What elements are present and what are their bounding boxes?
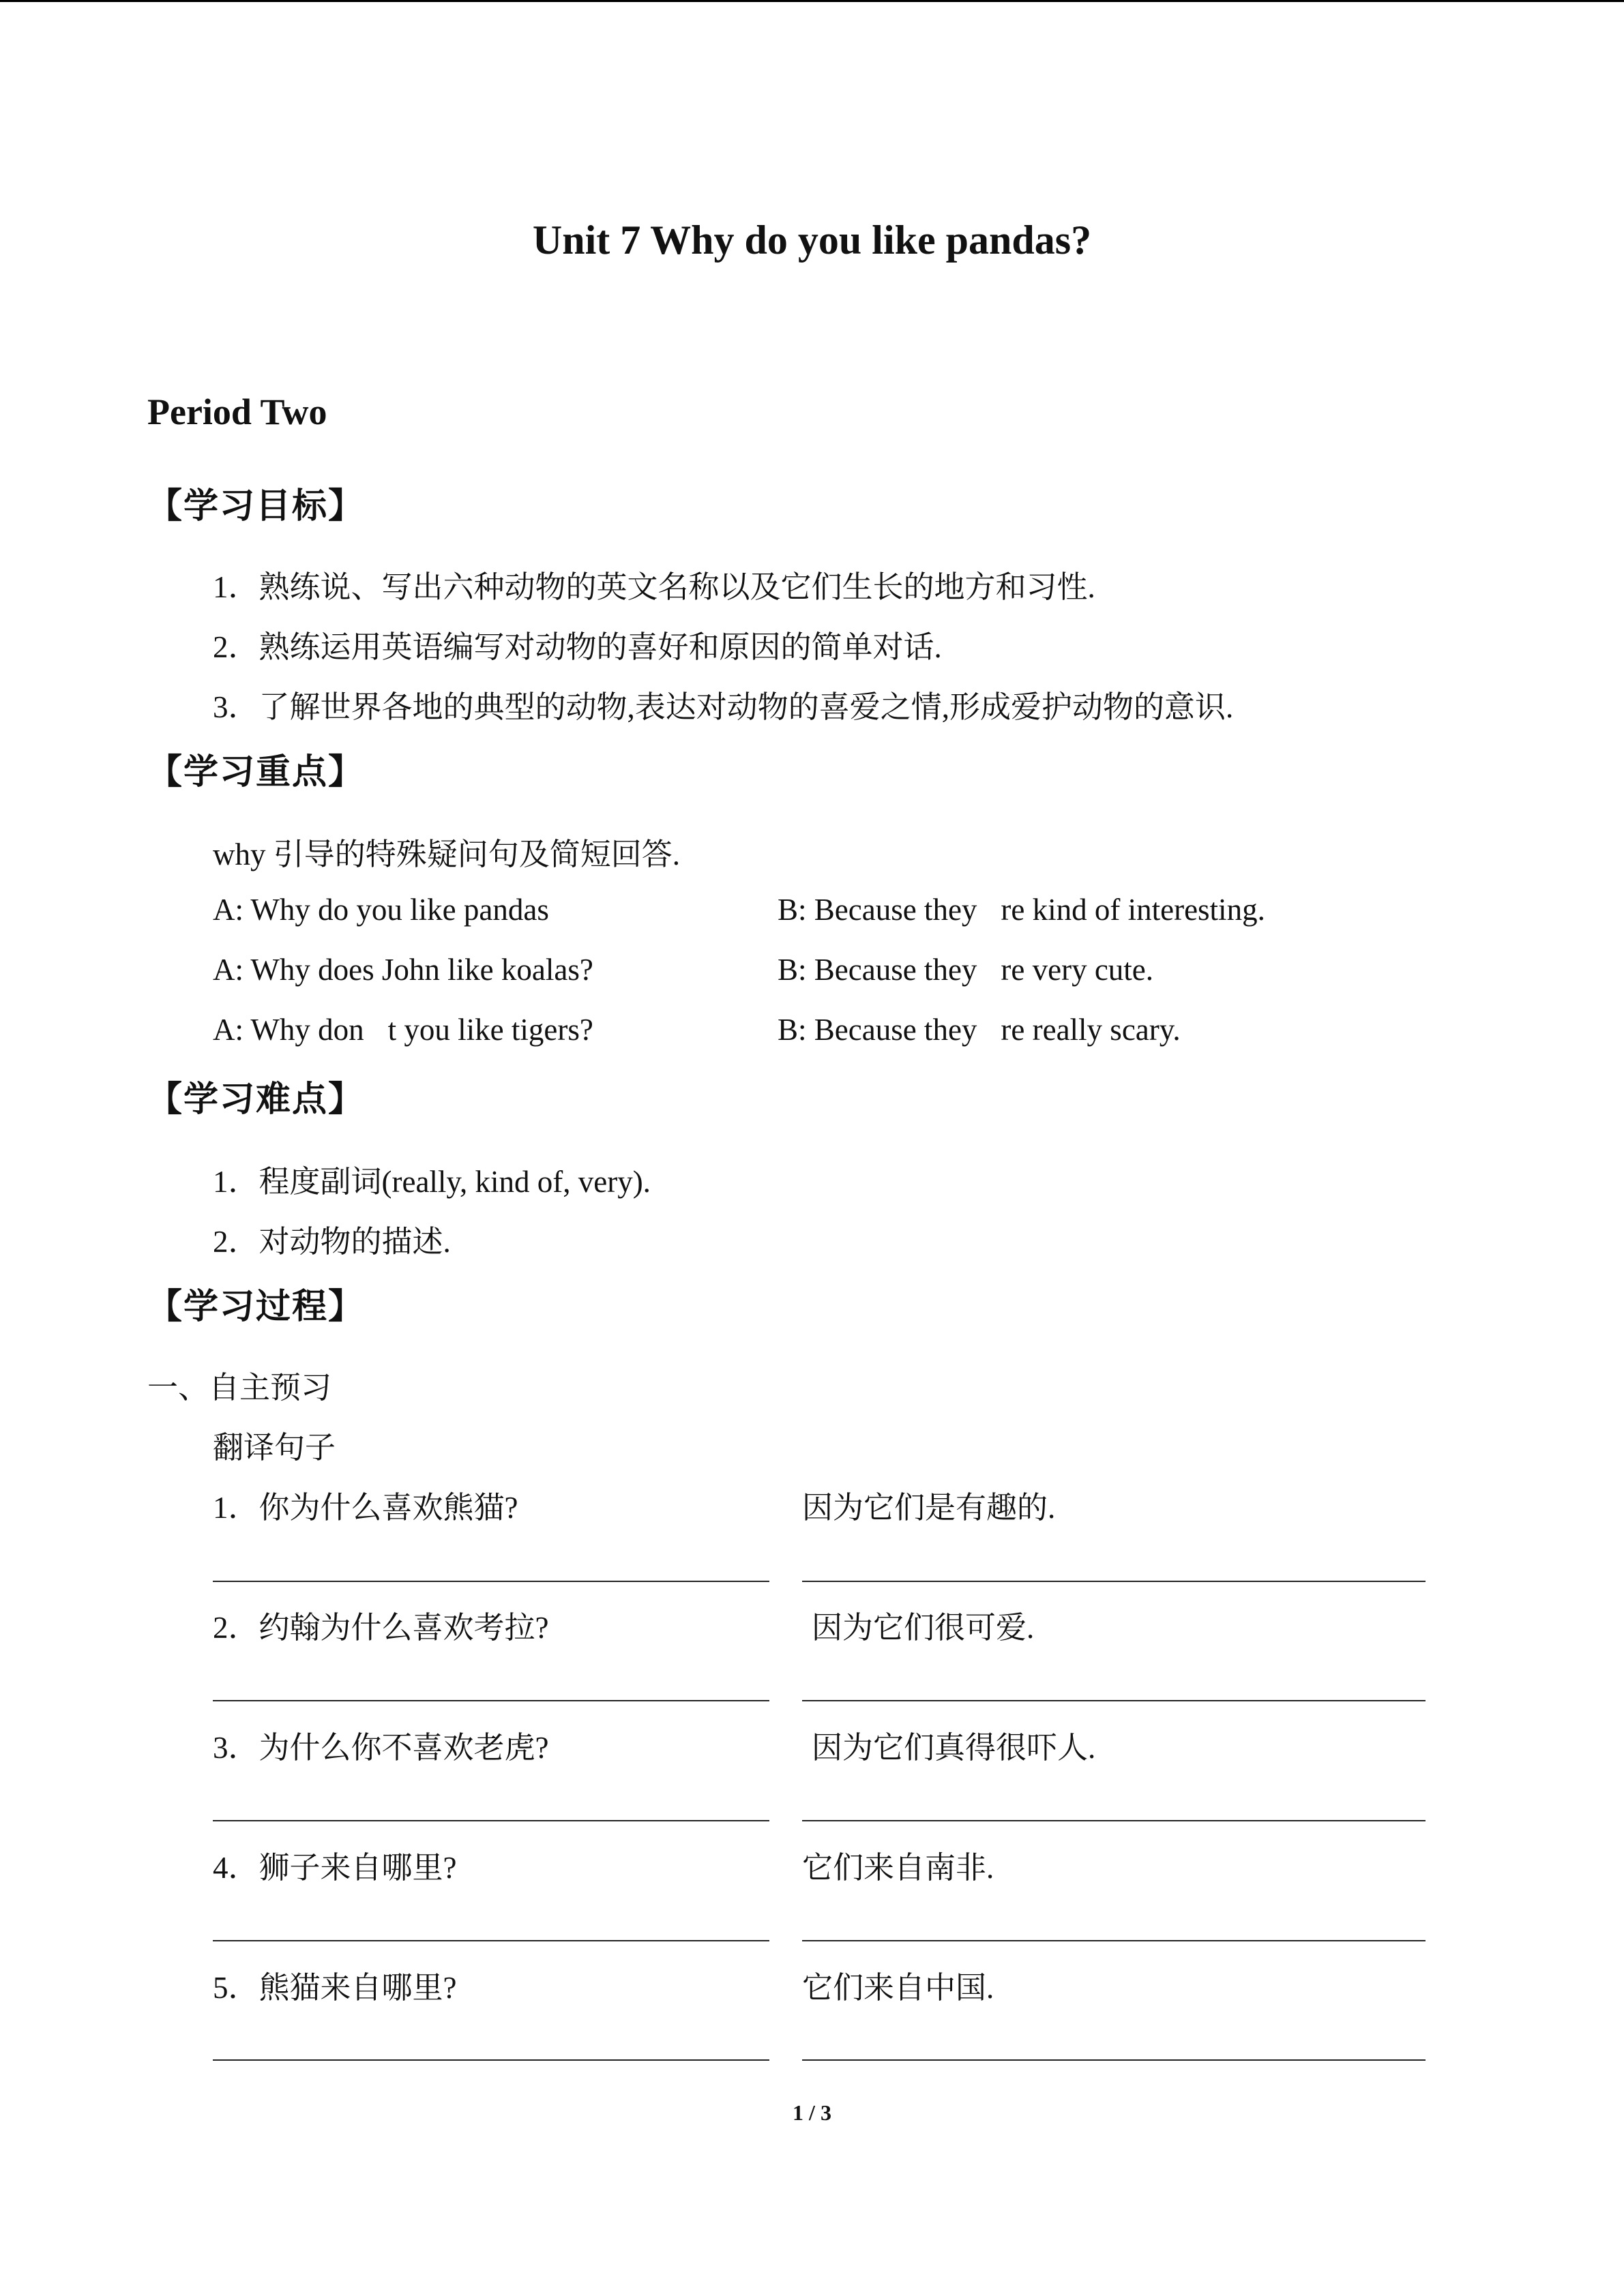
answer-blank-line[interactable] <box>213 1700 769 1701</box>
section-heading-focus: 【学习重点】 <box>147 754 365 792</box>
answer-blank-line[interactable] <box>213 1940 769 1941</box>
translation-answer: 它们来自南非. <box>802 1851 994 1885</box>
translation-question: 2．约翰为什么喜欢考拉? <box>213 1611 549 1645</box>
section-heading-process: 【学习过程】 <box>147 1288 365 1326</box>
dialogue-answer: B: Because they re very cute. <box>778 953 1154 987</box>
difficulty-item: 1．程度副词(really, kind of, very). <box>213 1165 651 1199</box>
difficulty-item: 2．对动物的描述. <box>213 1225 451 1259</box>
translation-question: 1．你为什么喜欢熊猫? <box>213 1491 518 1525</box>
dialogue-answer: B: Because they re kind of interesting. <box>778 893 1265 927</box>
dialogue-question: A: Why does John like koalas? <box>213 953 593 987</box>
dialogue-question: A: Why don t you like tigers? <box>213 1013 593 1047</box>
dialogue-question: A: Why do you like pandas <box>213 893 549 927</box>
part-one-subheading: 翻译句子 <box>213 1431 336 1465</box>
answer-blank-line[interactable] <box>213 2059 769 2061</box>
answer-blank-line[interactable] <box>802 2059 1426 2061</box>
focus-intro: why 引导的特殊疑问句及简短回答. <box>213 837 680 871</box>
dialogue-answer: B: Because they re really scary. <box>778 1013 1181 1047</box>
goal-item: 3．了解世界各地的典型的动物,表达对动物的喜爱之情,形成爱护动物的意识. <box>213 690 1234 724</box>
translation-answer: 因为它们真得很吓人. <box>812 1731 1096 1765</box>
section-heading-goals: 【学习目标】 <box>147 488 365 526</box>
part-one-heading: 一、自主预习 <box>147 1371 332 1405</box>
top-border <box>0 0 1624 2</box>
period-heading: Period Two <box>147 391 327 432</box>
translation-question: 5．熊猫来自哪里? <box>213 1971 457 2005</box>
translation-question: 3．为什么你不喜欢老虎? <box>213 1731 549 1765</box>
answer-blank-line[interactable] <box>802 1820 1426 1821</box>
translation-answer: 因为它们很可爱. <box>812 1611 1035 1645</box>
page-number: 1 / 3 <box>793 2100 831 2125</box>
translation-question: 4．狮子来自哪里? <box>213 1851 457 1885</box>
answer-blank-line[interactable] <box>213 1820 769 1821</box>
page-title: Unit 7 Why do you like pandas? <box>532 218 1092 263</box>
answer-blank-line[interactable] <box>802 1940 1426 1941</box>
goal-item: 1．熟练说、写出六种动物的英文名称以及它们生长的地方和习性. <box>213 570 1095 604</box>
goal-item: 2．熟练运用英语编写对动物的喜好和原因的简单对话. <box>213 630 942 664</box>
section-heading-difficulty: 【学习难点】 <box>147 1081 365 1119</box>
translation-answer: 因为它们是有趣的. <box>802 1491 1056 1525</box>
translation-answer: 它们来自中国. <box>802 1971 994 2005</box>
answer-blank-line[interactable] <box>802 1581 1426 1582</box>
answer-blank-line[interactable] <box>802 1700 1426 1701</box>
answer-blank-line[interactable] <box>213 1581 769 1582</box>
